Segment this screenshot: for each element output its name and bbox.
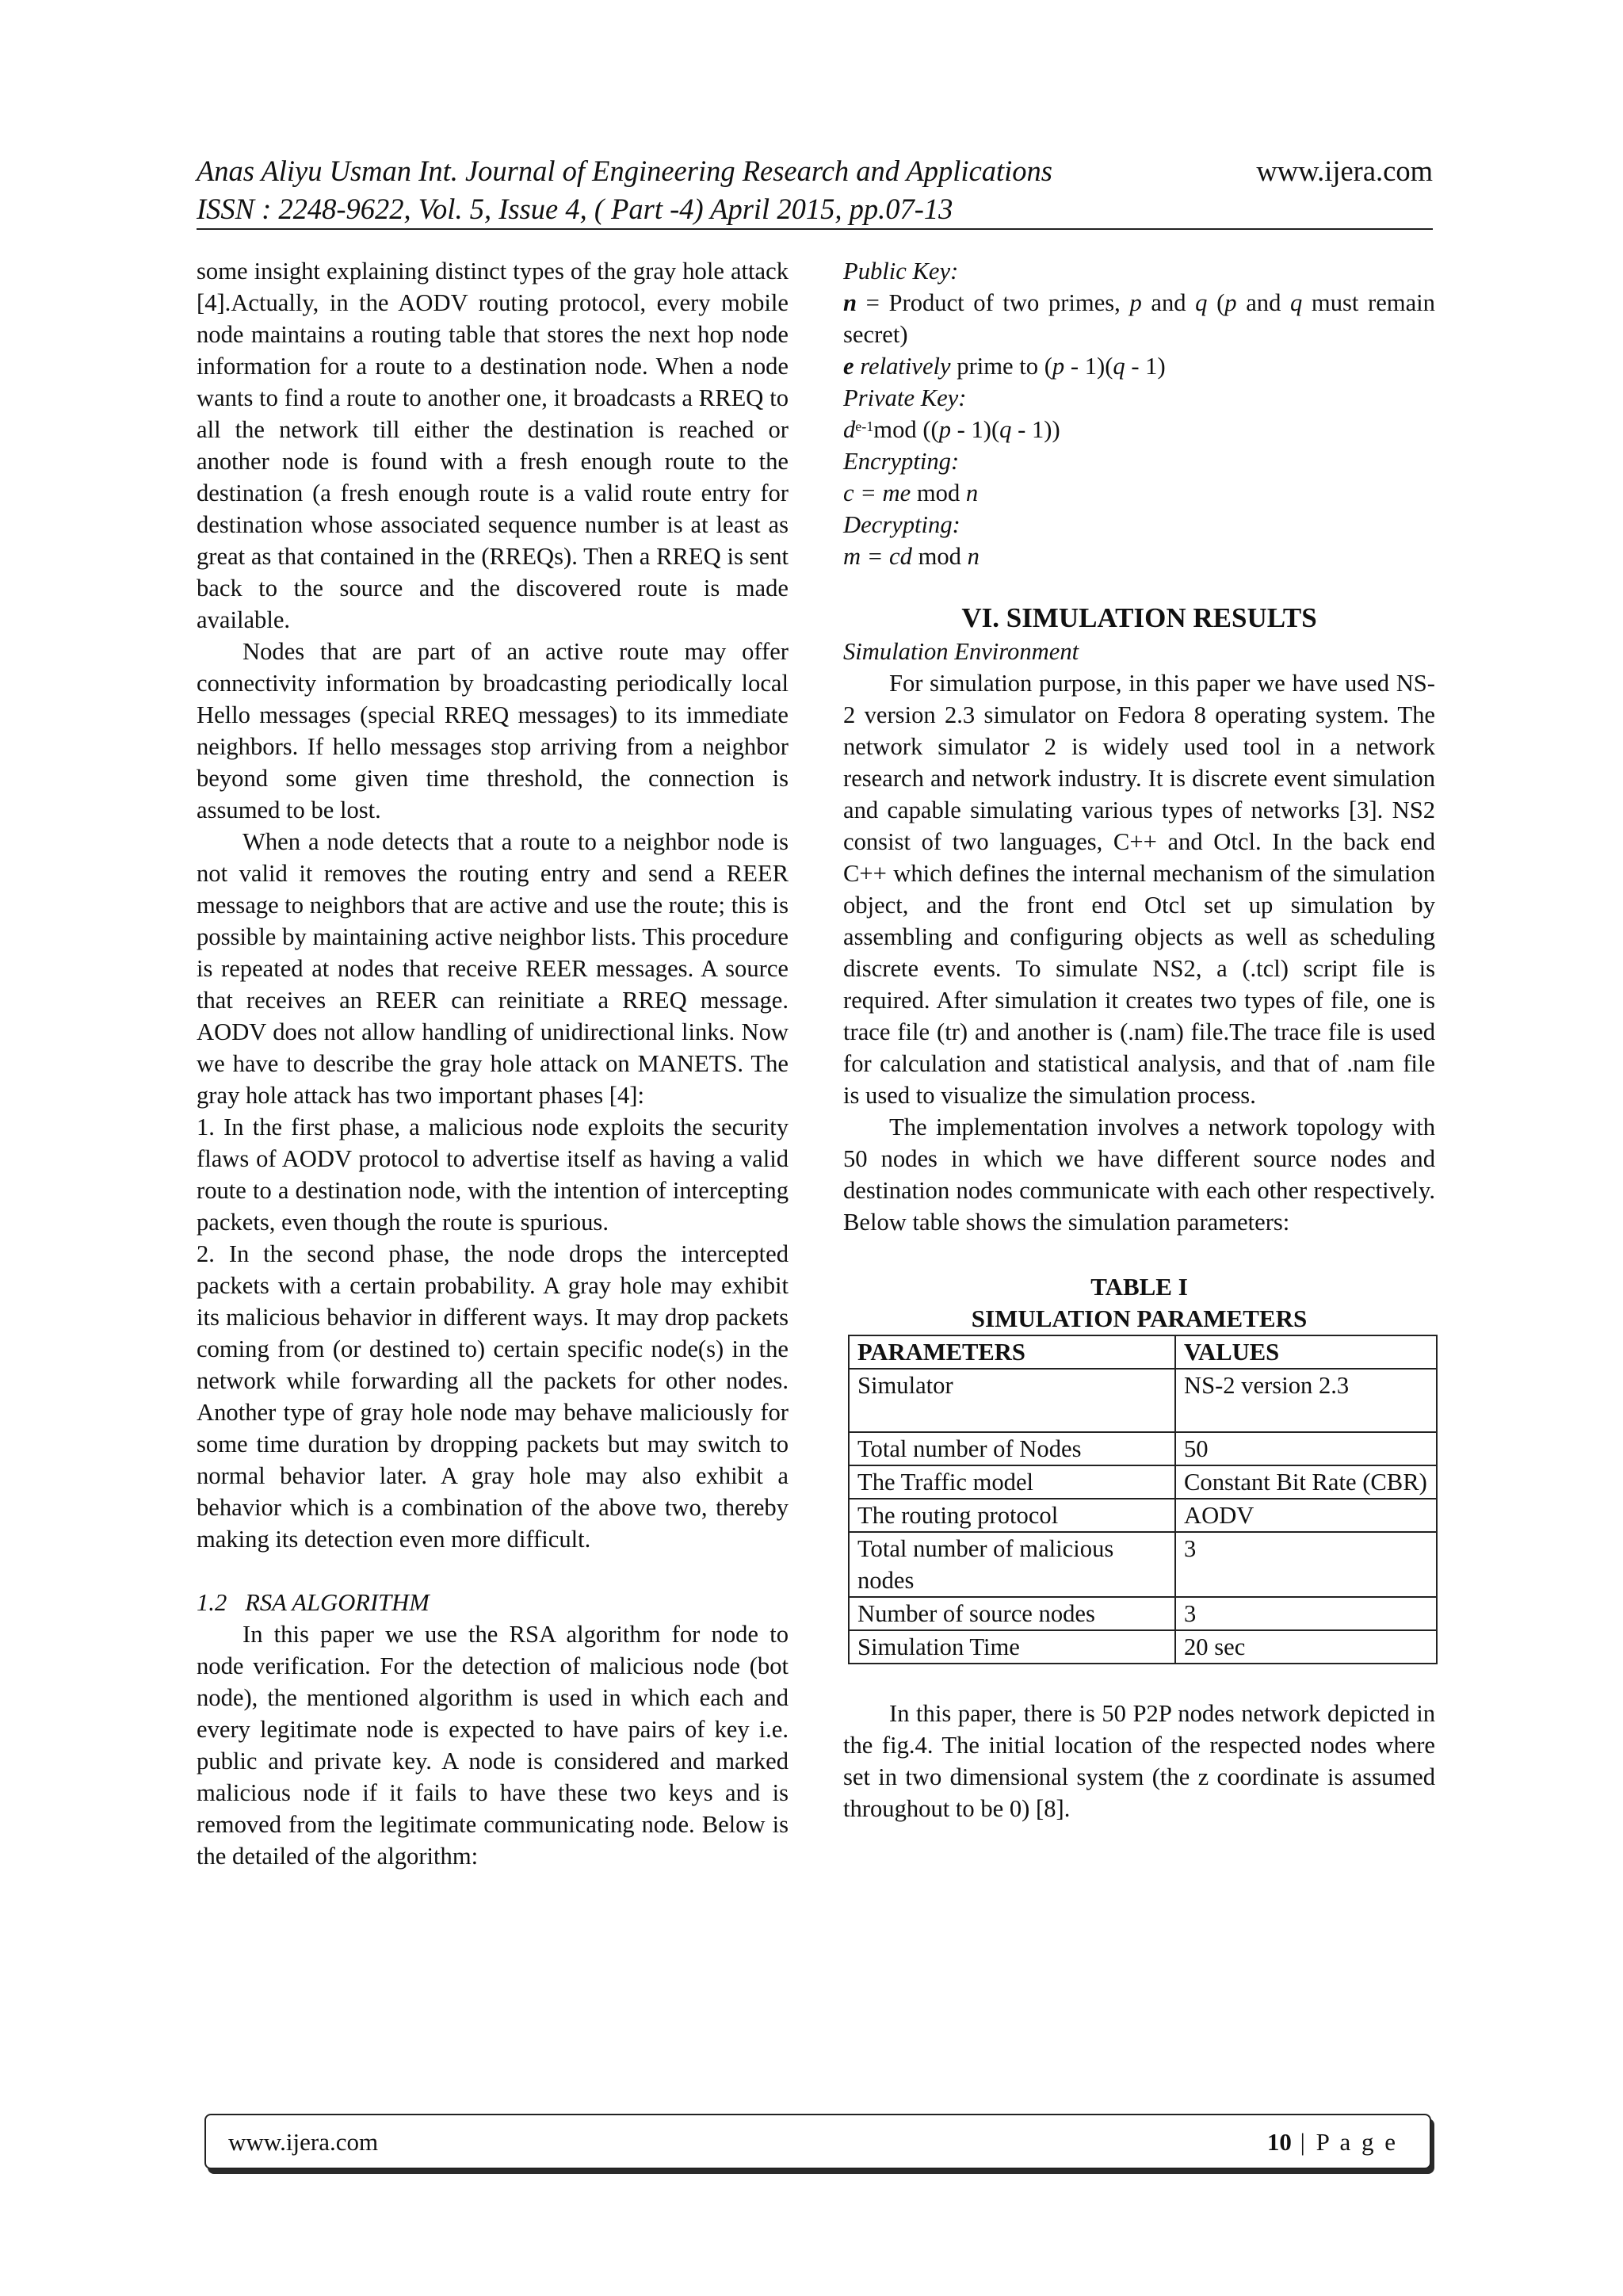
table-row	[849, 1597, 1437, 1630]
table-cell: Number of source nodes	[849, 1597, 1175, 1630]
table-cell: 20 sec	[1175, 1630, 1437, 1664]
decrypting-label: Decrypting:	[843, 511, 960, 538]
page-footer	[204, 2114, 1431, 2169]
footer-website: www.ijera.com	[228, 2128, 379, 2156]
paragraph: some insight explaining distinct types of the gray hole attack [4].Actually, in the AODV routing protocol, every mobile node maintains a routing table that stores the next hop node information for a route to a destination node. When a node wants to find a route to another one, it broadcasts a RREQ to all the network till either the destination is reached or another node is found with a fresh enough route to the destination (a fresh enough route is a valid route entry for destination whose associated sequence number is at least as great as that contained in the (RREQs). Then a RREQ is sent back to the source and the discovered route is made available.	[197, 258, 789, 633]
paragraph: When a node detects that a route to a neighbor node is not valid it removes the routing entry and send a REER message to neighbors that are active and use the route; this is possible by maintaining active neighbor lists. This procedure is repeated at nodes that receive REER messages. A source that receives an REER can reinitiate a RREQ message. AODV does not allow handling of unidirectional links. Now we have to describe the gray hole attack on MANETS. The gray hole attack has two important phases [4]:	[197, 828, 789, 1109]
subsection-heading: 1.2 RSA ALGORITHM	[197, 1589, 430, 1616]
formula-encrypt: c = me mod n	[843, 479, 979, 506]
paragraph: The implementation involves a network topology with 50 nodes in which we have different source nodes and destination nodes communicate with each other respectively. Below table shows the simulation parameters:	[843, 1114, 1435, 1236]
table-header-row	[849, 1335, 1437, 1369]
page-number: 10 | P a g e	[1266, 2128, 1398, 2156]
paragraph: In this paper we use the RSA algorithm for node to node verification. For the detection of malicious node (bot node), the mentioned algorithm is used in which each and every legitimate node is expected to have pairs of key i.e. public and private key. A node is considered and marked malicious node if it fails to have these two keys and is removed from the legitimate communicating node. Below is the detailed of the algorithm:	[197, 1621, 789, 1870]
paragraph: For simulation purpose, in this paper we have used NS-2 version 2.3 simulator on Fedora 8 operating system. The network simulator 2 is widely used tool in a network research and network industry. It is discrete event simulation and capable simulating various types of networks [3]. NS2 consist of two languages, C++ and Otcl. In the back end C++ which defines the internal mechanism of the simulation object, and the front end Otcl set up simulation by assembling and configuring objects as well as scheduling discrete events. To simulate NS2, a (.tcl) script file is required. After simulation it creates two types of file, one is trace file (tr) and another is (.nam) file.The trace file is used for calculation and statistical analysis, and that of .nam file is used to visualize the simulation process.	[843, 670, 1435, 1109]
paragraph: In this paper, there is 50 P2P nodes network depicted in the fig.4. The initial location of the respected nodes where set in two dimensional system (the z coordinate is assumed throughout to be 0) [8].	[843, 1700, 1435, 1822]
paragraph: Nodes that are part of an active route may offer connectivity information by broadcasting periodically local Hello messages (special RREQ messages) to its immediate neighbors. If hello messages stop arriving from a neighbor beyond some given time threshold, the connection is assumed to be lost.	[197, 638, 789, 823]
left-column	[197, 255, 789, 1872]
formula-decrypt: m = cd mod n	[843, 543, 980, 570]
section-heading: VI. SIMULATION RESULTS	[961, 602, 1317, 633]
table-row	[849, 1499, 1437, 1532]
table-cell: The Traffic model	[849, 1465, 1175, 1499]
page-header	[197, 152, 1433, 228]
formula-d: $d^{e-1}mod$ ((p - 1)(q - 1))	[843, 416, 1060, 443]
encrypting-label: Encrypting:	[843, 448, 960, 475]
journal-title: Anas Aliyu Usman Int. Journal of Engineering Research and Applications	[197, 155, 1053, 187]
header-website: www.ijera.com	[1256, 155, 1433, 187]
subsection-heading: Simulation Environment	[843, 638, 1079, 665]
table-header: PARAMETERS	[849, 1335, 1175, 1369]
table-cell: AODV	[1175, 1499, 1437, 1532]
list-item: 1. In the first phase, a malicious node exploits the security flaws of AODV protocol to advertise itself as having a valid route to a destination node, with the intention of intercepting packets, even though the route is spurious.	[197, 1114, 789, 1236]
table-row	[849, 1532, 1437, 1597]
table-cell: Total number of Nodes	[849, 1432, 1175, 1465]
table-caption-title: SIMULATION PARAMETERS	[971, 1305, 1308, 1332]
table-cell: Total number of malicious nodes	[849, 1532, 1175, 1597]
table-row	[849, 1432, 1437, 1465]
table-row	[849, 1630, 1437, 1664]
table-cell: The routing protocol	[849, 1499, 1175, 1532]
table-cell: 3	[1175, 1532, 1437, 1597]
table-row	[849, 1369, 1437, 1432]
list-item: 2. In the second phase, the node drops the intercepted packets with a certain probability. A gray hole may exhibit its malicious behavior in different ways. It may drop packets coming from (or destined to) certain specific node(s) in the network while forwarding all the packets for other nodes. Another type of gray hole node may behave maliciously for some time duration by dropping packets but may switch to normal behavior later. A gray hole may also exhibit a behavior which is a combination of the above two, thereby making its detection even more difficult.	[197, 1240, 789, 1553]
formula-e: e relatively prime to (p - 1)(q - 1)	[843, 353, 1166, 380]
table-header: VALUES	[1175, 1335, 1437, 1369]
table-cell: Simulation Time	[849, 1630, 1175, 1664]
table-cell: 3	[1175, 1597, 1437, 1630]
header-rule	[197, 228, 1433, 230]
table-caption-number: TABLE I	[1090, 1273, 1188, 1301]
table-cell: 50	[1175, 1432, 1437, 1465]
private-key-label: Private Key:	[843, 384, 967, 411]
table-cell: NS-2 version 2.3	[1175, 1369, 1437, 1432]
formula-n: n = Product of two primes, p and q (p and q must remain secret)	[843, 289, 1435, 348]
public-key-label: Public Key:	[843, 258, 959, 285]
simulation-parameters-table	[848, 1335, 1438, 1664]
table-row	[849, 1465, 1437, 1499]
table-cell: Simulator	[849, 1369, 1175, 1432]
table-cell: Constant Bit Rate (CBR)	[1175, 1465, 1437, 1499]
right-column	[843, 255, 1435, 1824]
journal-issue: ISSN : 2248-9622, Vol. 5, Issue 4, ( Part -4) April 2015, pp.07-13	[197, 193, 953, 225]
